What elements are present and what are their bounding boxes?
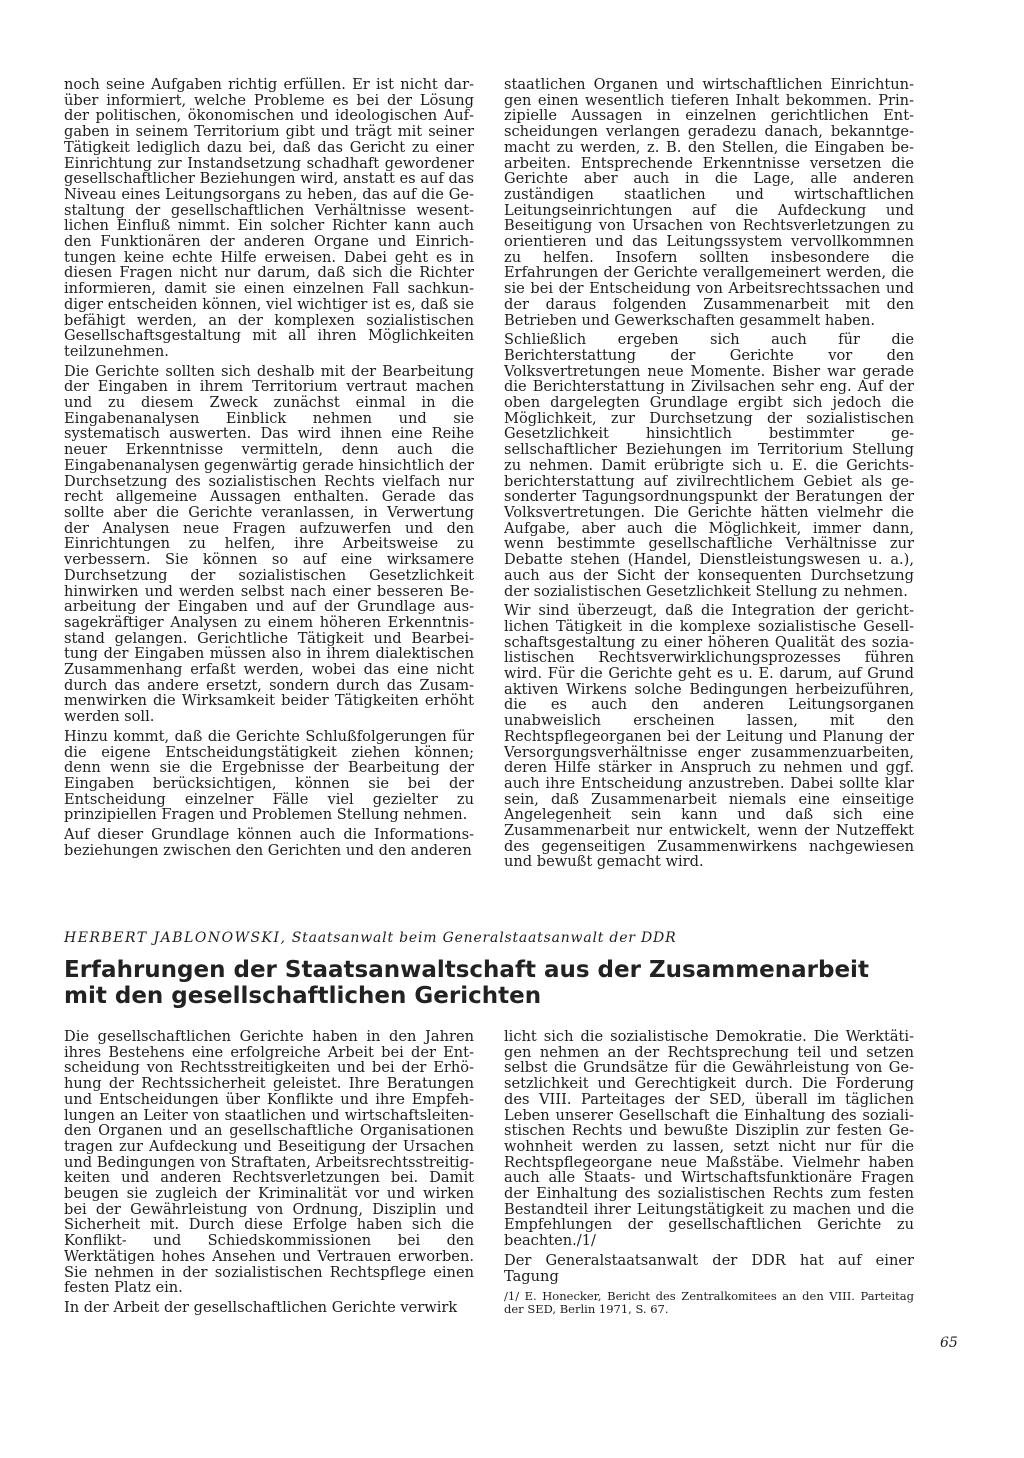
author-role: Staatsanwalt beim Generalstaatsanwalt der DDR bbox=[291, 930, 677, 946]
byline bbox=[64, 930, 964, 946]
bottom-article-left-column bbox=[64, 1029, 474, 1320]
paragraph: Die gesellschaftlichen Gerichte haben in den Jahren ihres Bestehens eine erfolgreiche Arbeit bei der Entscheidung von Rechtsstreitigkeiten und bei der Erhöhung der Rechtssicherheit geleistet. Ihre Beratungen und Entscheidungen über Konflikte und ihre Empfehlungen an Leiter von staatlichen und wirtschaftsleitenden Organen und an gesellschaftliche Organisationen tragen zur Aufdeckung und Beseitigung der Ursachen und Bedingungen von Straftaten, Arbeitsrechtsstreitigkeiten und anderen Rechtsverletzungen bei. Damit beugen sie zugleich der Kriminalität vor und wirken bei der Gewährleistung von Ordnung, Disziplin und Sicherheit mit. Durch diese Erfolge haben sich die Konflikt- und Schiedskommissionen bei den Werktätigen hohes Ansehen und Vertrauen erworben. Sie nehmen in der sozialistischen Rechtspflege einen festen Platz ein. bbox=[64, 1028, 474, 1297]
paragraph: Hinzu kommt, daß die Gerichte Schlußfolgerungen für die eigene Entscheidungstätigkeit ziehen können; denn wenn sie die Ergebnisse der Bearbeitung der Eingaben berücksichtigen, können sie bei der Entscheidung einzelner Fälle viel gezielter zu prinzipiellen Fragen und Problemen Stellung nehmen. bbox=[64, 727, 474, 824]
footnote: /1/ E. Honecker, Bericht des Zentralkomitees an den VIII. Parteitag der SED, Berlin 1971, S. 67. bbox=[504, 1289, 914, 1316]
headline-line-1: Erfahrungen der Staatsanwaltschaft aus der Zusammenarbeit bbox=[64, 957, 869, 983]
paragraph: Schließlich ergeben sich auch für die Berichterstattung der Gerichte vor den Volksvertretungen neue Momente. Bisher war gerade die Berichterstattung in Zivilsachen sehr eng. Auf der oben dargelegten Grundlage ergibt sich jedoch die Möglichkeit, zur Durchsetzung der sozialistischen Gesetzlichkeit hinsichtlich bestimmter gesellschaftlicher Beziehungen im Territorium Stellung zu nehmen. Damit erübrigte sich u. E. die Gerichtsberichterstattung auf zivilrechtlichem Gebiet als gesonderter Tagungsordnungspunkt der Beratungen der Volksvertretungen. Die Gerichte hätten vielmehr die Aufgabe, aber auch die Möglichkeit, immer dann, wenn bestimmte gesellschaftliche Verhältnisse zur Debatte stehen (Handel, Dienstleistungswesen u. a.), auch aus der Sicht der konsequenten Durchsetzung der sozialistischen Gesetzlichkeit Stellung zu nehmen. bbox=[504, 331, 914, 600]
paragraph: Wir sind überzeugt, daß die Integration der gerichtlichen Tätigkeit in die komplexe sozialistische Gesellschaftsgestaltung zu einer höheren Qualität des sozialistischen Rechtsverwirklichungsprozesses führen wird. Für die Gerichte geht es u. E. darum, auf Grund aktiven Wirkens solche Bedingungen herbeizuführen, die es auch den anderen Leitungsorganen unabweislich erscheinen lassen, mit den Rechtspflegeorganen bei der Leitung und Planung der Versorgungsverhältnisse enger zusammenzuarbeiten, deren Hilfe stärker in Anspruch zu nehmen und ggf. auch ihre Entscheidung anzustreben. Dabei sollte klar sein, daß Zusammenarbeit niemals eine einseitige Angelegenheit sein kann und daß sich eine Zusammenarbeit nur entwickelt, wenn der Nutzeffekt des gegenseitigen Zusammenwirkens nachgewiesen und bewußt gemacht wird. bbox=[504, 602, 914, 871]
headline-line-2: mit den gesellschaftlichen Gerichten bbox=[64, 983, 542, 1009]
article-headline bbox=[64, 957, 964, 1009]
bottom-article-right-column bbox=[504, 1029, 914, 1288]
paragraph: Die Gerichte sollten sich deshalb mit der Bearbeitung der Eingaben in ihrem Territorium vertraut machen und zu diesem Zweck zunächst einmal in die Eingabenanalysen Einblick nehmen und sie systematisch auswerten. Das wird ihnen eine Reihe neuer Erkenntnisse vermitteln, denn auch die Eingabenanalysen gegenwärtig gerade hinsichtlich der Durchsetzung des sozialistischen Rechts vielfach nur recht allgemeine Aussagen enthalten. Gerade das sollte aber die Gerichte veranlassen, in Verwertung der Analysen neue Fragen aufzuwerfen und den Einrichtungen zu helfen, ihre Arbeitsweise zu verbessern. Sie können so auf eine wirksamere Durchsetzung der sozialistischen Gesetzlichkeit hinwirken und werden selbst nach einer besseren Bearbeitung der Eingaben und auf der Grundlage aussagekräftiger Analysen zu einem höheren Erkenntnisstand gelangen. Gerichtliche Tätigkeit und Bearbeitung der Eingaben müssen also in ihrem dialektischen Zusammenhang erfaßt werden, wobei das eine nicht durch das andere ersetzt, sondern durch das Zusammenwirken die Wirksamkeit beider Tätigkeiten erhöht werden soll. bbox=[64, 362, 474, 726]
paragraph: staatlichen Organen und wirtschaftlichen Einrichtungen einen wesentlich tieferen Inhalt bekommen. Prinzipielle Aussagen in einzelnen gerichtlichen Entscheidungen verlangen geradezu danach, bekanntgemacht zu werden, z. B. den Stellen, die Eingaben bearbeiten. Entsprechende Erkenntnisse versetzen die Gerichte aber auch in die Lage, alle anderen zuständigen staatlichen und wirtschaftlichen Leitungseinrichtungen auf die Aufdeckung und Beseitigung von Ursachen von Rechtsverletzungen zu orientieren und das Leitungssystem vervollkommnen zu helfen. Insofern sollten insbesondere die Erfahrungen der Gerichte verallgemeinert werden, die sie bei der Entscheidung von Arbeitsrechtssachen und der daraus folgenden Zusammenarbeit mit den Betrieben und Gewerkschaften gesammelt haben. bbox=[504, 76, 914, 329]
author-name: HERBERT JABLONOWSKI, bbox=[64, 930, 287, 946]
paragraph: Der Generalstaatsanwalt der DDR hat auf einer Tagung bbox=[504, 1251, 914, 1285]
paragraph: noch seine Aufgaben richtig erfüllen. Er ist nicht darüber informiert, welche Probleme es bei der Lösung der politischen, ökonomischen und ideologischen Aufgaben in seinem Territorium gibt und trägt mit seiner Tätigkeit lediglich dazu bei, daß das Gericht zu einer Einrichtung zur Instandsetzung schadhaft gewordener gesellschaftlicher Beziehungen wird, anstatt es auf das Niveau eines Leitungsorgans zu heben, das auf die Gestaltung der gesellschaftlichen Verhältnisse wesentlichen Einfluß nimmt. Ein solcher Richter kann auch den Funktionären der anderen Organe und Einrichtungen keine echte Hilfe erweisen. Dabei geht es in diesen Fragen nicht nur darum, daß sich die Richter informieren, damit sie einen einzelnen Fall sachkundiger entscheiden können, viel wichtiger ist es, daß sie befähigt werden, an der komplexen sozialistischen Gesellschaftsgestaltung mit all ihren Möglichkeiten teilzunehmen. bbox=[64, 76, 474, 360]
top-article-right-column bbox=[504, 77, 914, 874]
paragraph: Auf dieser Grundlage können auch die Informationsbeziehungen zwischen den Gerichten und den anderen bbox=[64, 826, 474, 859]
paragraph: licht sich die sozialistische Demokratie. Die Werktätigen nehmen an der Rechtsprechung teil und setzen selbst die Grundsätze für die Gewährleistung von Gesetzlichkeit und Gerechtigkeit durch. Die Forderung des VIII. Parteitages der SED, überall im täglichen Leben unserer Gesellschaft die Einhaltung des sozialistischen Rechts und bewußte Disziplin zur festen Gewohnheit werden zu lassen, setzt nicht nur für die Rechtspflegeorgane neue Maßstäbe. Vielmehr haben auch alle Staats- und Wirtschaftsfunktionäre Fragen der Einhaltung des sozialistischen Rechts zum festen Bestandteil ihrer Leitungstätigkeit zu machen und die Empfehlungen der gesellschaftlichen Gerichte zu beachten./1/ bbox=[504, 1028, 914, 1250]
page-number: 65 bbox=[940, 1335, 958, 1351]
top-article-left-column bbox=[64, 77, 474, 862]
paragraph: In der Arbeit der gesellschaftlichen Gerichte verwirk bbox=[64, 1298, 458, 1316]
